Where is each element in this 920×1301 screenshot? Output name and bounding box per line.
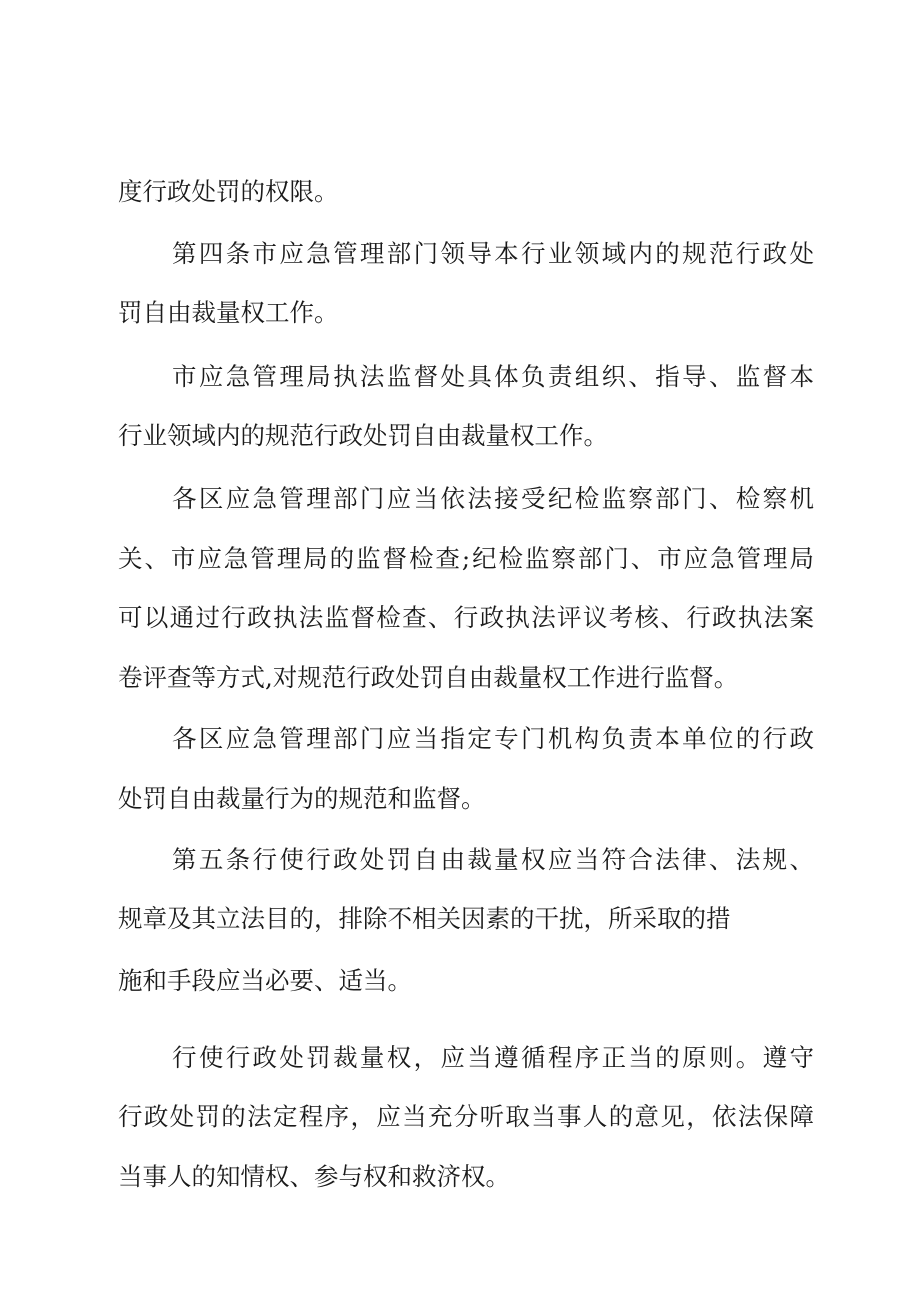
text-line: 罚自由裁量权工作。 [118,298,339,327]
text-line: 行业领域内的规范行政处罚自由裁量权工作。 [118,421,608,450]
text-line: 关、市应急管理局的监督检查;纪检监察部门、市应急管理局 [118,544,814,573]
text-line: 可以通过行政执法监督检查、行政执法评议考核、行政执法案 [118,603,814,632]
text-line-article-4: 第四条市应急管理部门领导本行业领域内的规范行政处 [172,239,814,268]
text-line: 行政处罚的法定程序，应当充分听取当事人的意见，依法保障 [118,1102,814,1131]
text-line: 各区应急管理部门应当指定专门机构负责本单位的行政 [172,724,814,753]
text-line: 度行政处罚的权限。 [118,177,339,206]
text-line-article-5: 第五条行使行政处罚自由裁量权应当符合法律、法规、 [172,845,814,874]
text-line: 行使行政处罚裁量权，应当遵循程序正当的原则。遵守 [172,1043,814,1072]
text-line: 规章及其立法目的，排除不相关因素的干扰，所采取的措 [118,904,731,933]
text-line: 各区应急管理部门应当依法接受纪检监察部门、检察机 [172,484,814,513]
text-line: 市应急管理局执法监督处具体负责组织、指导、监督本 [172,362,814,391]
text-line: 施和手段应当必要、适当。 [118,966,412,995]
text-line: 当事人的知情权、参与权和救济权。 [118,1162,510,1191]
text-line: 卷评查等方式,对规范行政处罚自由裁量权工作进行监督。 [118,663,739,692]
text-line: 处罚自由裁量行为的规范和监督。 [118,784,486,813]
